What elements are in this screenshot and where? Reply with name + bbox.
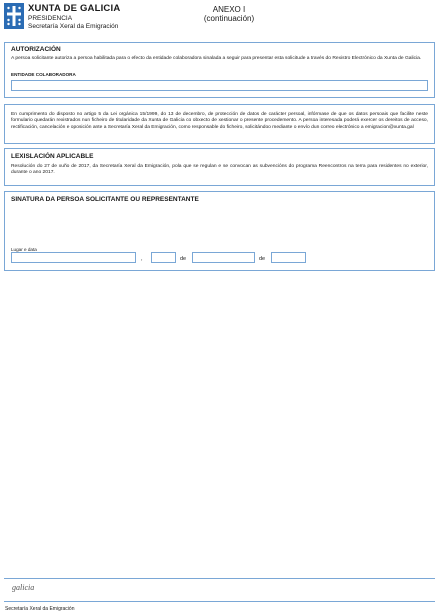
department-name: PRESIDENCIA [28,15,73,22]
entity-label: ENTIDADE COLABORADORA [11,72,76,77]
entity-field[interactable] [11,80,428,91]
de-separator-2: de [259,256,266,262]
authorization-section [4,42,435,98]
annex-heading [199,5,259,23]
de-separator-1: de [180,256,187,262]
footer-secretariat: Secretaría Xeral da Emigración [5,606,75,612]
authorization-title: AUTORIZACIÓN [11,46,61,53]
legislation-title: LEXISLACIÓN APLICABLE [11,153,94,160]
galicia-logo: galicia [12,583,35,592]
org-name: XUNTA DE GALICIA [28,3,121,14]
month-field[interactable] [192,252,255,263]
signature-title: SINATURA DA PERSOA SOLICITANTE OU REPRESENTANTE [11,196,199,203]
day-field[interactable] [151,252,176,263]
page-header [4,3,435,33]
annex-subtitle: (continuación) [203,14,255,23]
comma-separator: , [141,256,143,262]
year-field[interactable] [271,252,306,263]
annex-title: ANEXO I [212,5,246,14]
signature-section [4,191,435,271]
legislation-section [4,148,435,186]
xunta-logo-icon [4,3,24,29]
place-date-label: Lugar e data [11,247,37,252]
secretariat-name: Secretaría Xeral da Emigración [28,23,119,30]
data-protection-text: En cumprimento do disposto no artigo 5 da Lei orgánica 15/1999, do 13 de decembro, de protección de datos de carácter persoal, infórmase de que os datos persoais que facilite neste formulario quedarán rexistrados nun ficheiro de titularidade da Xunta de Galicia co obxecto de xestionar o presente procedemento. A persoa interesada poderá exercer os dereitos de acceso, rectificación, cancelación e oposición ante a Secretaría Xeral da Emigración, como responsable do ficheiro, solicitándoo mediante o envío dun correo electrónico a emigracion@xunta.gal [11,112,428,130]
authorization-text: A persoa solicitante autoriza a persoa habilitada para o efecto da entidade colaboradora sinalada a seguir para presentar esta solicitude a través do Rexistro Electrónico da Xunta de Galicia. [11,56,422,61]
footer-bar [4,578,435,602]
data-protection-section [4,104,435,144]
place-field[interactable] [11,252,136,263]
legislation-text: Resolución do 27 de xuño de 2017, da Secretaría Xeral da Emigración, pola que se regulan e se convocan as subvencións do programa Reencontros na terra para residentes no exterior, durante o ano 2017. [11,164,428,176]
